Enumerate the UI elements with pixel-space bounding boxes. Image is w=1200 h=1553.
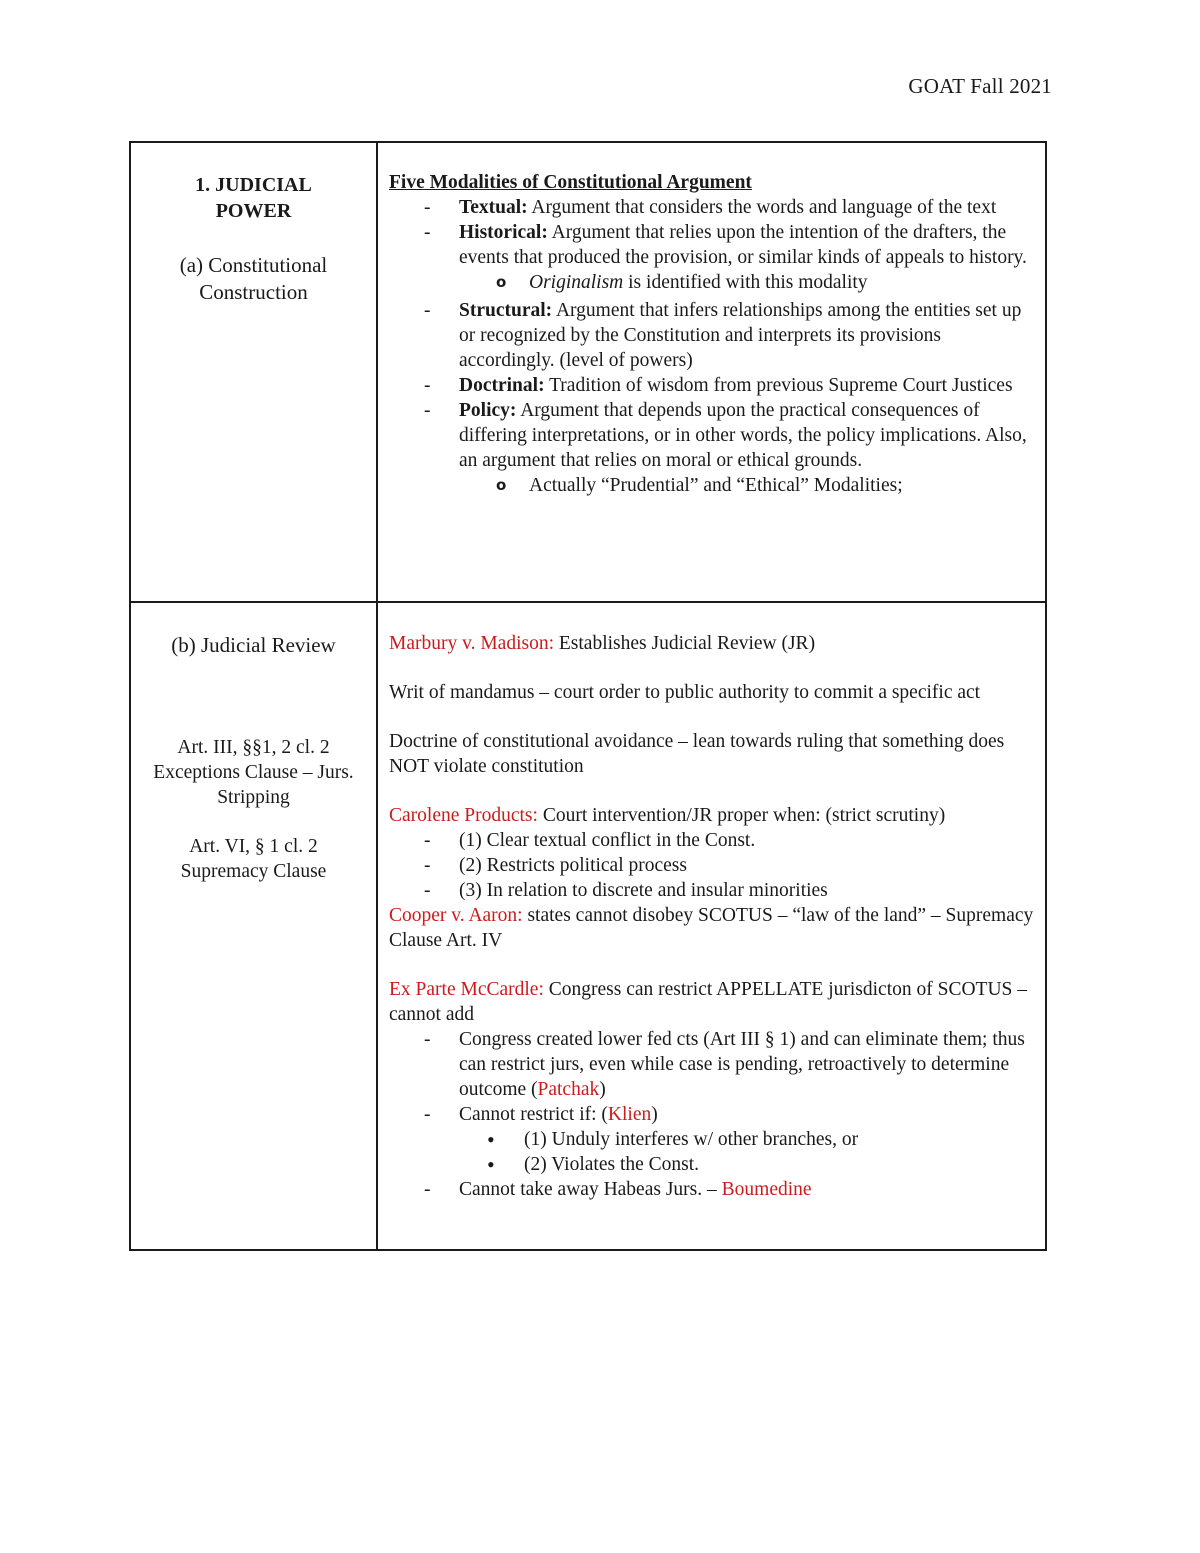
carolene-line (389, 803, 1039, 828)
judicial-review-cell (389, 631, 1039, 1202)
case-text: Establishes Judicial Review (JR) (554, 633, 816, 654)
marbury-line (389, 631, 1039, 656)
term-policy: Policy: (459, 400, 517, 421)
list-item (389, 1152, 1039, 1177)
list-item (389, 398, 1039, 473)
case-text: Court intervention/JR proper when: (strict scrutiny) (537, 805, 946, 826)
case-text: Congress can restrict APPELLATE jurisdicton of SCOTUS – cannot add (389, 979, 1028, 1025)
modalities-heading: Five Modalities of Constitutional Argument (389, 172, 752, 193)
cooper-line (389, 903, 1039, 953)
term-historical: Historical: (459, 222, 548, 243)
case-text: states cannot disobey SCOTUS – “law of the land” – Supremacy Clause Art. IV (389, 905, 1034, 951)
subsection-b-title: (b) Judicial Review (171, 633, 336, 657)
term-text: Tradition of wisdom from previous Supreme Court Justices (544, 375, 1013, 396)
mccardle-line (389, 977, 1039, 1027)
list-item: - (2) Restricts political process (389, 853, 1039, 878)
subsection-a-line-2: Construction (199, 280, 308, 304)
term-text: Argument that considers the words and language of the text (527, 197, 997, 218)
list-item (389, 270, 1039, 295)
section-title-line-2: POWER (215, 200, 292, 222)
case-name: Klien (607, 1104, 652, 1125)
habeas-list (389, 1177, 1039, 1202)
item-text: ) (651, 1104, 658, 1125)
case-name: Carolene Products: (389, 805, 538, 826)
historical-sublist (389, 270, 1039, 295)
list-item (389, 373, 1039, 398)
list-item: - (1) Clear textual conflict in the Const. (389, 828, 1039, 853)
case-name: Marbury v. Madison: (389, 633, 555, 654)
mandamus-note: Writ of mandamus – court order to public authority to commit a specific act (389, 682, 981, 703)
modalities-list (389, 195, 1039, 270)
section-title-line-1: 1. JUDICIAL (195, 174, 312, 196)
sub-text: Actually “Prudential” and “Ethical” Modalities; (529, 475, 903, 496)
list-item (389, 473, 1039, 498)
term-structural: Structural: (459, 300, 553, 321)
item-text: Cannot take away Habeas Jurs. – (459, 1179, 722, 1200)
item-text: Congress created lower fed cts (Art III § 1) and can eliminate them; thus can restrict jurs, even while case is pending, retroactively to determine outcome ( (459, 1029, 1025, 1100)
list-item (389, 1177, 1039, 1202)
list-item (389, 1127, 1039, 1152)
list-item (389, 1027, 1039, 1102)
list-item: - (3) In relation to discrete and insular minorities (389, 878, 1039, 903)
art3-line-3: Stripping (217, 787, 290, 808)
mccardle-list (389, 1027, 1039, 1127)
case-name: Cooper v. Aaron: (389, 905, 523, 926)
section-1-label-cell (131, 172, 376, 306)
section-b-label-cell (131, 632, 376, 884)
list-item (389, 220, 1039, 270)
case-name: Patchak (537, 1079, 600, 1100)
header-label: GOAT Fall 2021 (908, 74, 1052, 98)
art6-line-1: Art. VI, § 1 cl. 2 (189, 836, 318, 857)
restrict-sublist (389, 1127, 1039, 1177)
avoidance-note: Doctrine of constitutional avoidance – lean towards ruling that something does NOT violate constitution (389, 731, 1005, 777)
item-text: ) (599, 1079, 606, 1100)
row-divider (129, 601, 1047, 603)
term-textual: Textual: (459, 197, 528, 218)
policy-sublist (389, 473, 1039, 498)
list-item (389, 298, 1039, 373)
circle-bullet-icon: o (496, 476, 507, 494)
modalities-list-cont (389, 298, 1039, 473)
carolene-list (389, 828, 1039, 903)
item-text: Cannot restrict if: ( (459, 1104, 608, 1125)
originalism-term: Originalism (529, 272, 624, 293)
item-text: (2) Violates the Const. (524, 1154, 700, 1175)
sub-text: is identified with this modality (623, 272, 868, 293)
art3-line-1: Art. III, §§1, 2 cl. 2 (177, 737, 330, 758)
circle-bullet-icon: o (496, 273, 507, 291)
case-name: Ex Parte McCardle: (389, 979, 544, 1000)
subsection-a-line-1: (a) Constitutional (179, 253, 328, 277)
term-text: Argument that infers relationships among the entities set up or recognized by the Constitution and interprets its provisions accordingly. (level of powers) (459, 300, 1022, 371)
modalities-cell (389, 170, 1039, 498)
term-doctrinal: Doctrinal: (459, 375, 545, 396)
list-item (389, 1102, 1039, 1127)
item-text: (1) Unduly interferes w/ other branches, or (524, 1129, 859, 1150)
art3-line-2: Exceptions Clause – Jurs. (153, 762, 354, 783)
term-text: Argument that relies upon the intention of the drafters, the events that produced the provision, or similar kinds of appeals to history. (459, 222, 1027, 268)
list-item (389, 195, 1039, 220)
case-name: Boumedine (721, 1179, 812, 1200)
art6-line-2: Supremacy Clause (180, 861, 327, 882)
column-divider (376, 141, 378, 1251)
term-text: Argument that depends upon the practical consequences of differing interpretations, or in other words, the policy implications. Also, an argument that relies on moral or ethical grounds. (459, 400, 1027, 471)
